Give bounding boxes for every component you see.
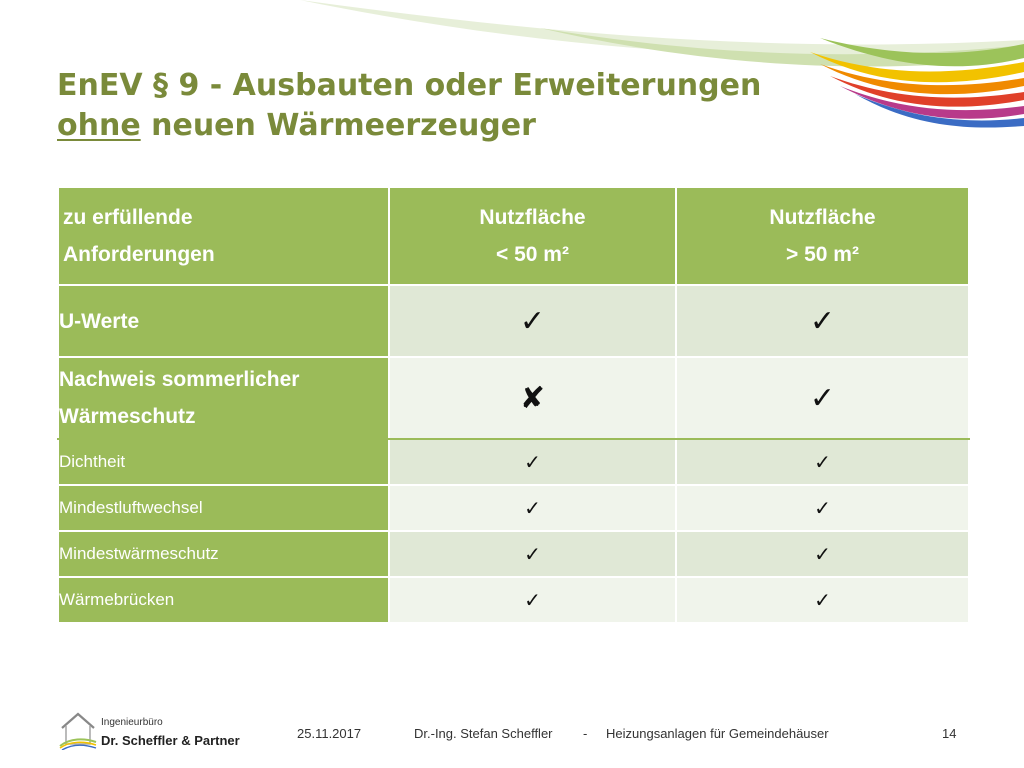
slide-title xyxy=(57,66,761,146)
footer-topic: Heizungsanlagen für Gemeindehäuser xyxy=(606,726,829,741)
footer-date: 25.11.2017 xyxy=(297,726,362,741)
row-label: Dichtheit xyxy=(58,439,389,485)
footer-author: Dr.-Ing. Stefan Scheffler xyxy=(414,726,553,741)
check-icon: ✓ xyxy=(676,285,969,357)
check-icon: ✓ xyxy=(676,531,969,577)
check-icon: ✓ xyxy=(676,439,969,485)
header-area-over-50: Nutzfläche > 50 m² xyxy=(676,187,969,285)
check-icon: ✓ xyxy=(389,285,676,357)
header-requirements: zu erfüllende Anforderungen xyxy=(58,187,389,285)
title-underlined-word: ohne xyxy=(57,108,141,143)
table-row xyxy=(58,485,969,531)
row-label: Wärmebrücken xyxy=(58,577,389,623)
requirements-table xyxy=(57,186,970,624)
title-line-1: EnEV § 9 - Ausbauten oder Erweiterungen xyxy=(57,68,762,103)
table-row xyxy=(58,285,969,357)
header-area-under-50: Nutzfläche < 50 m² xyxy=(389,187,676,285)
brand-line-1: Ingenieurbüro xyxy=(101,717,163,728)
table-header-row xyxy=(58,187,969,285)
cross-icon: ✘ xyxy=(389,357,676,439)
row-label: Nachweis sommerlicher Wärmeschutz xyxy=(58,357,389,439)
check-icon: ✓ xyxy=(389,577,676,623)
title-line-2-rest: neuen Wärmeerzeuger xyxy=(140,108,536,143)
row-label: Mindestwärmeschutz xyxy=(58,531,389,577)
row-label: U-Werte xyxy=(58,285,389,357)
brand-line-2: Dr. Scheffler & Partner xyxy=(101,733,240,748)
check-icon: ✓ xyxy=(676,577,969,623)
table-row xyxy=(58,357,969,439)
house-logo-icon xyxy=(58,708,98,750)
footer-separator: - xyxy=(583,726,588,741)
check-icon: ✓ xyxy=(389,485,676,531)
check-icon: ✓ xyxy=(676,485,969,531)
table-row xyxy=(58,531,969,577)
table-row xyxy=(58,577,969,623)
check-icon: ✓ xyxy=(389,531,676,577)
row-label: Mindestluftwechsel xyxy=(58,485,389,531)
table-row xyxy=(58,439,969,485)
page-number: 14 xyxy=(942,726,957,741)
check-icon: ✓ xyxy=(676,357,969,439)
check-icon: ✓ xyxy=(389,439,676,485)
